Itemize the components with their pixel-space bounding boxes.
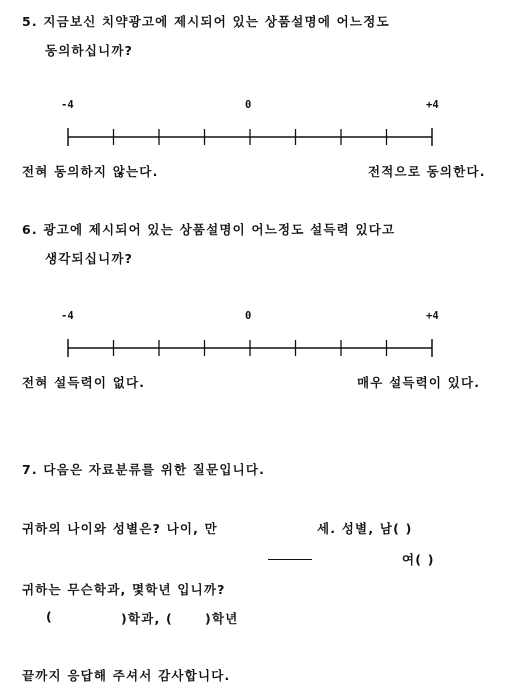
- q6-question-line1: 6. 광고에 제시되어 있는 상품설명이 어느정도 설득력 있다고: [22, 222, 396, 237]
- q7-dept-open-paren: (: [46, 609, 53, 624]
- closing-message: 끝까지 응답해 주셔서 감사합니다.: [22, 668, 231, 683]
- q5-right-anchor: 전적으로 동의한다.: [368, 164, 486, 179]
- q7-age-sex-question: 귀하의 나이와 성별은? 나이, 만: [22, 521, 218, 536]
- q7-heading: 7. 다음은 자료분류를 위한 질문입니다.: [22, 462, 266, 477]
- q5-scale-min-label: -4: [61, 99, 74, 111]
- q5-question-line1: 5. 지금보신 치약광고에 제시되어 있는 상품설명에 어느정도: [22, 14, 390, 29]
- q6-scale-mid-label: 0: [245, 310, 252, 322]
- q7-dept-answer: )학과, (: [121, 611, 173, 626]
- q7-grade-answer: )학년: [205, 611, 239, 626]
- q5-left-anchor: 전혀 동의하지 않는다.: [22, 164, 159, 179]
- q5-scale-mid-label: 0: [245, 99, 252, 111]
- q7-age-suffix: 세. 성별, 남( ): [317, 521, 413, 536]
- q5-rating-scale[interactable]: [0, 122, 520, 152]
- q6-question-line2: 생각되십니까?: [45, 251, 134, 266]
- age-answer-line[interactable]: [268, 559, 312, 560]
- q6-scale-max-label: +4: [426, 310, 439, 322]
- q6-scale-min-label: -4: [61, 310, 74, 322]
- q5-scale-max-label: +4: [426, 99, 439, 111]
- q6-rating-scale[interactable]: [0, 333, 520, 363]
- q5-question-line2: 동의하십니까?: [45, 43, 134, 58]
- q7-female-option: 여( ): [402, 552, 435, 567]
- q6-left-anchor: 전혀 설득력이 없다.: [22, 375, 146, 390]
- q6-right-anchor: 매우 설득력이 있다.: [357, 375, 481, 390]
- q7-dept-question: 귀하는 무슨학과, 몇학년 입니까?: [22, 582, 226, 597]
